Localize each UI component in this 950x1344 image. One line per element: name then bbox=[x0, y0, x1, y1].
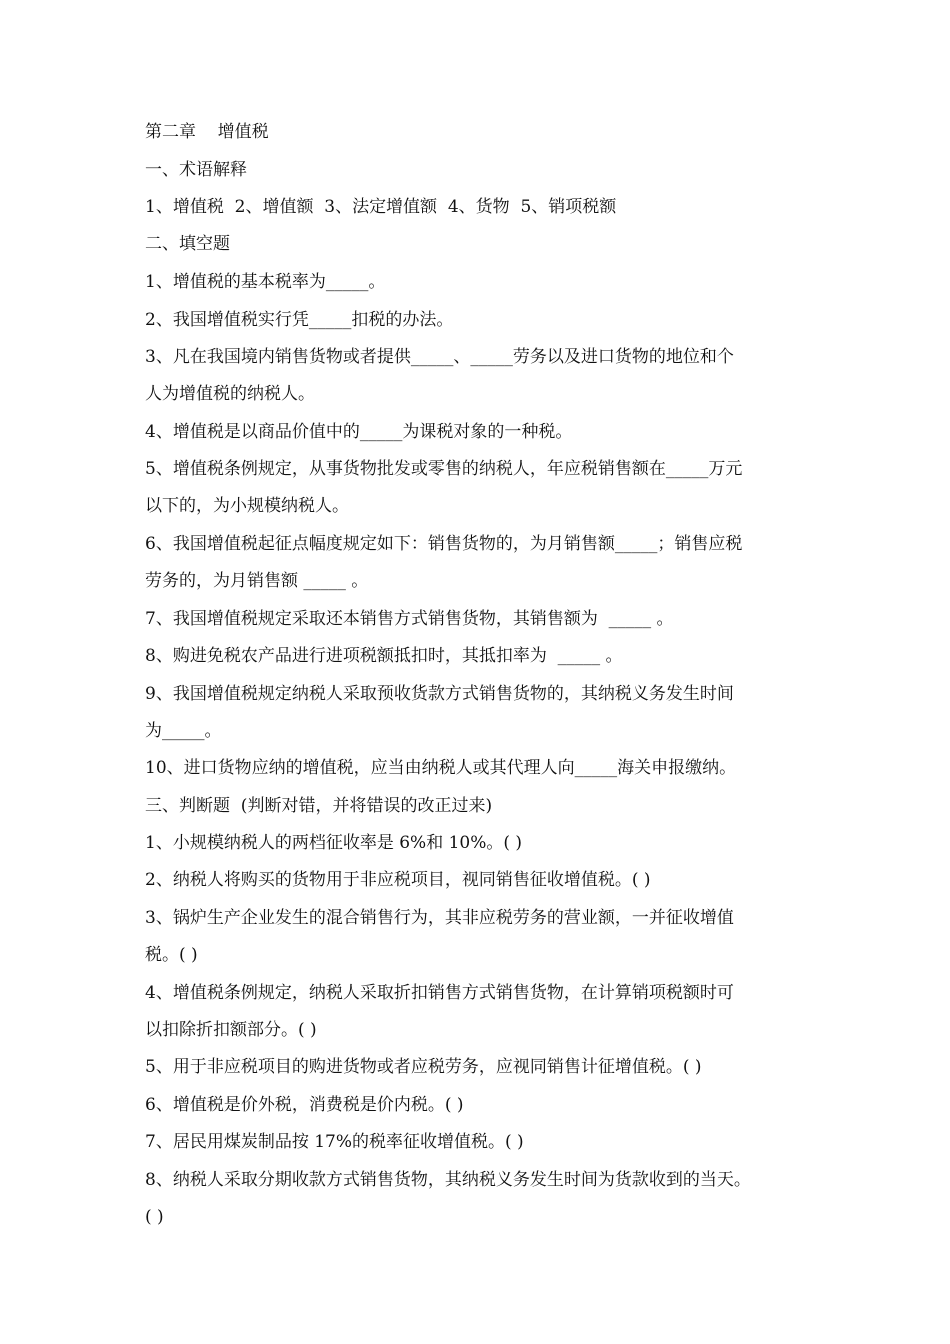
question-text: 9、我国增值税规定纳税人采取预收货款方式销售货物的，其纳税义务发生时间 bbox=[145, 684, 734, 704]
question-text: 8、纳税人采取分期收款方式销售货物，其纳税义务发生时间为货款收到的当天。 bbox=[145, 1170, 751, 1190]
question-text: 7、我国增值税规定采取还本销售方式销售货物，其销售额为 _____ 。 bbox=[145, 609, 674, 629]
terms-list: 1、增值税 2、增值额 3、法定增值额 4、货物 5、销项税额 bbox=[145, 197, 617, 217]
question-text: 人为增值税的纳税人。 bbox=[145, 384, 315, 404]
question-text: 5、用于非应税项目的购进货物或者应税劳务，应视同销售计征增值税。( ) bbox=[145, 1057, 702, 1077]
question-text: 以扣除折扣额部分。( ) bbox=[145, 1020, 317, 1040]
question-text: 10、进口货物应纳的增值税，应当由纳税人或其代理人向_____海关申报缴纳。 bbox=[145, 758, 737, 778]
section-heading-terms: 一、术语解释 bbox=[145, 160, 247, 180]
section-heading-fill-blank: 二、填空题 bbox=[145, 234, 230, 254]
question-text: 为_____。 bbox=[145, 721, 222, 741]
question-text: ( ) bbox=[145, 1207, 164, 1227]
chapter-title: 第二章 增值税 bbox=[145, 122, 269, 142]
question-text: 以下的，为小规模纳税人。 bbox=[145, 496, 349, 516]
question-text: 税。( ) bbox=[145, 945, 198, 965]
section-heading-true-false: 三、判断题 (判断对错，并将错误的改正过来) bbox=[145, 796, 493, 816]
question-text: 8、购进免税农产品进行进项税额抵扣时，其抵扣率为 _____ 。 bbox=[145, 646, 623, 666]
question-text: 6、增值税是价外税，消费税是价内税。( ) bbox=[145, 1095, 464, 1115]
question-text: 1、小规模纳税人的两档征收率是 6%和 10%。( ) bbox=[145, 833, 523, 853]
question-text: 4、增值税是以商品价值中的_____为课税对象的一种税。 bbox=[145, 422, 573, 442]
question-text: 2、纳税人将购买的货物用于非应税项目，视同销售征收增值税。( ) bbox=[145, 870, 651, 890]
question-text: 3、锅炉生产企业发生的混合销售行为，其非应税劳务的营业额，一并征收增值 bbox=[145, 908, 734, 928]
question-text: 劳务的，为月销售额 _____ 。 bbox=[145, 571, 369, 591]
question-text: 6、我国增值税起征点幅度规定如下：销售货物的，为月销售额_____；销售应税 bbox=[145, 534, 743, 554]
question-text: 2、我国增值税实行凭_____扣税的办法。 bbox=[145, 310, 454, 330]
question-text: 5、增值税条例规定，从事货物批发或零售的纳税人，年应税销售额在_____万元 bbox=[145, 459, 743, 479]
question-text: 1、增值税的基本税率为_____。 bbox=[145, 272, 386, 292]
question-text: 7、居民用煤炭制品按 17%的税率征收增值税。( ) bbox=[145, 1132, 524, 1152]
question-text: 4、增值税条例规定，纳税人采取折扣销售方式销售货物，在计算销项税额时可 bbox=[145, 983, 734, 1003]
question-text: 3、凡在我国境内销售货物或者提供_____、_____劳务以及进口货物的地位和个 bbox=[145, 347, 734, 367]
